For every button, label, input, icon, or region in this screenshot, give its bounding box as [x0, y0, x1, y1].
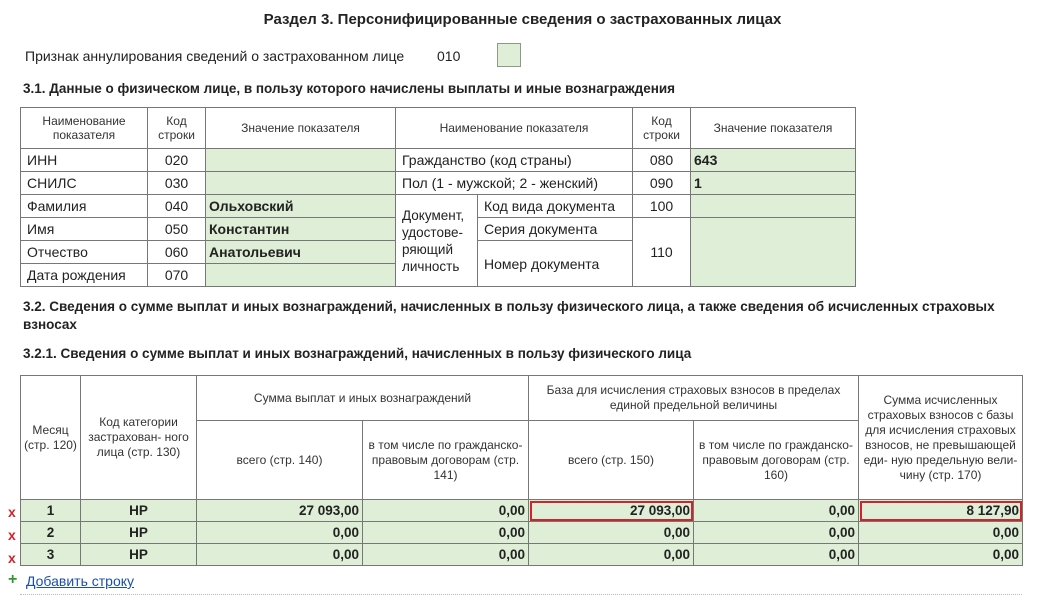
- month-cell[interactable]: 1: [21, 500, 81, 522]
- add-row-link[interactable]: Добавить строку: [26, 573, 135, 589]
- snils-code: 030: [148, 172, 206, 195]
- doc-type-label: Код вида документа: [478, 195, 633, 218]
- gender-code: 090: [633, 172, 691, 195]
- category-header: Код категории застрахован- ного лица (стр. 130): [81, 376, 197, 500]
- doc-series-number-input[interactable]: [691, 218, 856, 287]
- patronymic-code: 060: [148, 241, 206, 264]
- annul-input[interactable]: [497, 43, 521, 67]
- month-cell[interactable]: 2: [21, 522, 81, 544]
- surname-code: 040: [148, 195, 206, 218]
- identity-document-group-label: Документ, удостове- ряющий личность: [396, 195, 478, 287]
- gpd-141-cell[interactable]: 0,00: [363, 522, 529, 544]
- gpd-141-cell[interactable]: 0,00: [363, 500, 529, 522]
- annul-code: 010: [437, 48, 461, 64]
- contrib-170-cell[interactable]: 0,00: [859, 522, 1023, 544]
- category-cell[interactable]: НР: [81, 522, 197, 544]
- total-140-cell[interactable]: 0,00: [197, 544, 363, 566]
- section-3-1-heading: 3.1. Данные о физическом лице, в пользу которого начислены выплаты и иные вознаграждения: [23, 81, 676, 96]
- month-cell[interactable]: 3: [21, 544, 81, 566]
- delete-row-2-icon[interactable]: x: [8, 527, 16, 543]
- payments-table: [20, 375, 1023, 566]
- col-header-value-right: Значение показателя: [691, 108, 856, 149]
- total-140-cell[interactable]: 27 093,00: [197, 500, 363, 522]
- table-row: [21, 500, 1023, 522]
- gpd-160-header: в том числе по гражданско-правовым договорам (стр. 160): [694, 421, 859, 500]
- delete-row-1-icon[interactable]: x: [8, 504, 16, 520]
- delete-row-3-icon[interactable]: x: [8, 550, 16, 566]
- name-code: 050: [148, 218, 206, 241]
- person-data-table: [20, 107, 856, 287]
- col-header-code: Код строки: [148, 108, 206, 149]
- payments-header: Сумма выплат и иных вознаграждений: [197, 376, 529, 421]
- total-150-cell[interactable]: 0,00: [529, 522, 694, 544]
- birthdate-code: 070: [148, 264, 206, 287]
- snils-input[interactable]: [206, 172, 396, 195]
- total-140-cell[interactable]: 0,00: [197, 522, 363, 544]
- birthdate-input[interactable]: [206, 264, 396, 287]
- citizenship-code: 080: [633, 149, 691, 172]
- gpd-141-header: в том числе по гражданско-правовым договорам (стр. 141): [363, 421, 529, 500]
- inn-label: ИНН: [21, 149, 148, 172]
- contrib-header: Сумма исчисленных страховых взносов с базы для исчисления страховых взносов, не превышающей еди- ную предельную вели- чину (стр. 170): [859, 376, 1023, 500]
- table-row: [21, 522, 1023, 544]
- add-row-plus-icon[interactable]: +: [8, 571, 18, 588]
- contrib-170-cell[interactable]: 8 127,90: [859, 500, 1023, 522]
- doc-type-input[interactable]: [691, 195, 856, 218]
- month-header: Месяц (стр. 120): [21, 376, 81, 500]
- total-140-header: всего (стр. 140): [197, 421, 363, 500]
- col-header-name: Наименование показателя: [21, 108, 148, 149]
- total-150-header: всего (стр. 150): [529, 421, 694, 500]
- category-cell[interactable]: НР: [81, 500, 197, 522]
- patronymic-label: Отчество: [21, 241, 148, 264]
- doc-series-label: Серия документа: [478, 218, 633, 241]
- table-row: [21, 544, 1023, 566]
- gender-input[interactable]: 1: [691, 172, 856, 195]
- snils-label: СНИЛС: [21, 172, 148, 195]
- surname-label: Фамилия: [21, 195, 148, 218]
- citizenship-input[interactable]: 643: [691, 149, 856, 172]
- bottom-divider: [20, 594, 1022, 595]
- base-header: База для исчисления страховых взносов в пределах единой предельной величины: [529, 376, 859, 421]
- total-150-cell[interactable]: 0,00: [529, 544, 694, 566]
- surname-input[interactable]: Ольховский: [206, 195, 396, 218]
- birthdate-label: Дата рождения: [21, 264, 148, 287]
- section-title: Раздел 3. Персонифицированные сведения о застрахованных лицах: [263, 11, 782, 28]
- category-cell[interactable]: НР: [81, 544, 197, 566]
- citizenship-label: Гражданство (код страны): [396, 149, 633, 172]
- patronymic-input[interactable]: Анатольевич: [206, 241, 396, 264]
- total-150-cell[interactable]: 27 093,00: [529, 500, 694, 522]
- col-header-name-right: Наименование показателя: [396, 108, 633, 149]
- col-header-code-right: Код строки: [633, 108, 691, 149]
- section-3-2-1-heading: 3.2.1. Сведения о сумме выплат и иных вознаграждений, начисленных в пользу физического лица: [23, 346, 692, 361]
- doc-type-code: 100: [633, 195, 691, 218]
- inn-input[interactable]: [206, 149, 396, 172]
- name-label: Имя: [21, 218, 148, 241]
- gpd-160-cell[interactable]: 0,00: [694, 544, 859, 566]
- name-input[interactable]: Константин: [206, 218, 396, 241]
- col-header-value: Значение показателя: [206, 108, 396, 149]
- gpd-160-cell[interactable]: 0,00: [694, 522, 859, 544]
- contrib-170-cell[interactable]: 0,00: [859, 544, 1023, 566]
- doc-number-code: 110: [633, 218, 691, 287]
- gpd-141-cell[interactable]: 0,00: [363, 544, 529, 566]
- annul-label: Признак аннулирования сведений о застрахованном лице: [25, 48, 405, 64]
- inn-code: 020: [148, 149, 206, 172]
- gender-label: Пол (1 - мужской; 2 - женский): [396, 172, 633, 195]
- gpd-160-cell[interactable]: 0,00: [694, 500, 859, 522]
- doc-number-label: Номер документа: [478, 241, 633, 287]
- section-3-2-heading: 3.2. Сведения о сумме выплат и иных вознаграждений, начисленных в пользу физического лица, а также сведения об исчисленных страховых взносах: [23, 299, 995, 332]
